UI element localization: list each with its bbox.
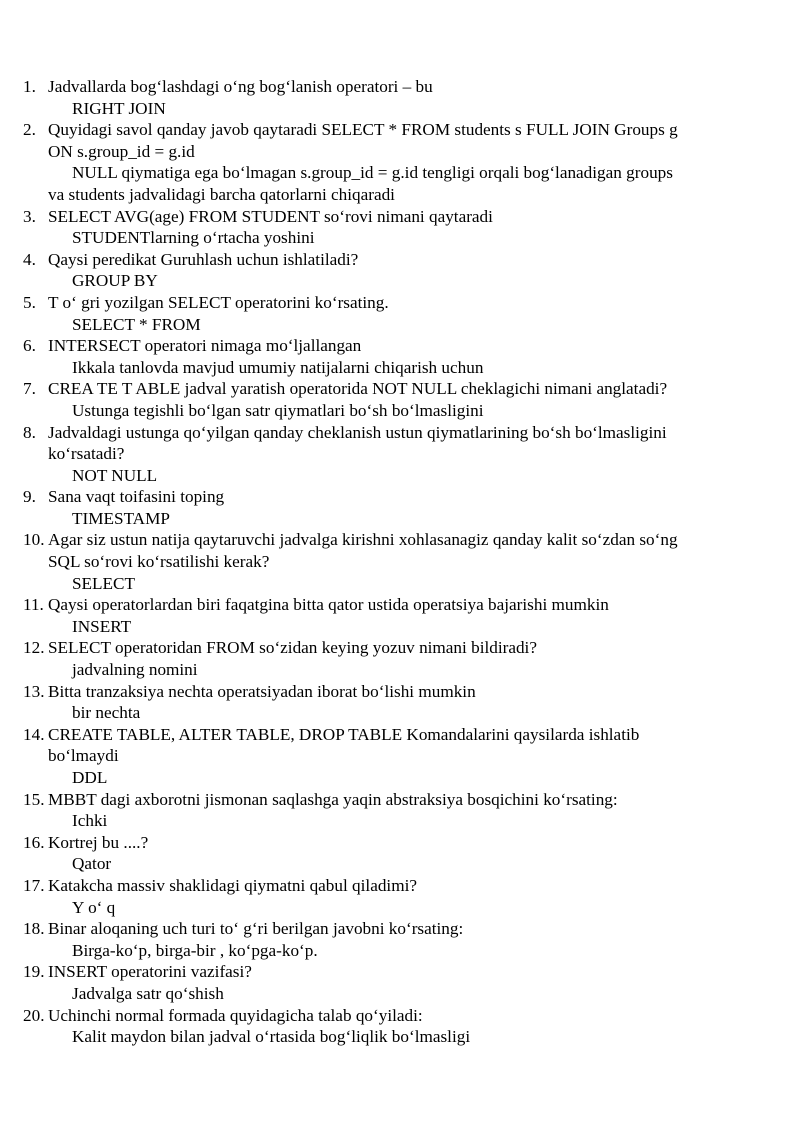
question-item [0,875,800,918]
question-number: 2. [23,120,36,140]
question-number: 11. [23,595,44,615]
question-text [0,378,800,400]
question-item [0,789,800,832]
question-item [0,724,800,789]
answer-text: Y o‘ q [72,897,116,917]
question-item [0,249,800,292]
question-text [0,486,800,508]
question-line: Bitta tranzaksiya nechta operatsiyadan iborat bo‘lishi mumkin [48,681,476,701]
question-line: bo‘lmaydi [48,746,119,766]
question-line: T o‘ gri yozilgan SELECT operatorini ko‘rsating. [48,292,389,312]
question-item [0,119,800,205]
question-text [0,961,800,983]
answer-text: Ikkala tanlovda mavjud umumiy natijalarni chiqarish uchun [72,357,484,377]
question-item [0,529,800,594]
question-text [0,335,800,357]
question-number: 4. [23,249,36,269]
question-line: ko‘rsatadi? [48,444,125,464]
question-number: 14. [23,724,45,744]
question-item [0,378,800,421]
question-number: 3. [23,206,36,226]
answer-text: Kalit maydon bilan jadval o‘rtasida bog‘liqlik bo‘lmasligi [72,1027,471,1047]
document-body [0,76,800,1048]
answer-text: SELECT [72,573,136,593]
question-text [0,875,800,897]
question-text [0,637,800,659]
question-text [0,529,800,572]
question-text [0,292,800,314]
answer-text: DDL [72,768,108,787]
answer-text: Birga-ko‘p, birga-bir , ko‘pga-ko‘p. [72,940,318,960]
question-text [0,681,800,703]
answer-continuation: va students jadvalidagi barcha qatorlarni chiqaradi [48,184,395,204]
answer-text: INSERT [72,616,132,636]
question-number: 13. [23,681,45,701]
answer-text: TIMESTAMP [72,508,170,528]
question-line: MBBT dagi axborotni jismonan saqlashga yaqin abstraksiya bosqichini ko‘rsating: [48,789,618,809]
question-text [0,918,800,940]
question-line: Agar siz ustun natija qaytaruvchi jadvalga kirishni xohlasanagiz qanday kalit so‘zdan so‘ng [48,530,678,550]
question-line: Jadvallarda bog‘lashdagi o‘ng bog‘lanish operatori – bu [48,77,433,96]
question-line: SELECT operatoridan FROM so‘zidan keying yozuv nimani bildiradi? [48,638,537,658]
question-line: ON s.group_id = g.id [48,141,195,161]
question-item [0,422,800,487]
question-line: Binar aloqaning uch turi to‘ g‘ri berilgan javobni ko‘rsating: [48,919,464,939]
question-number: 17. [23,875,45,895]
question-line: CREATE TABLE, ALTER TABLE, DROP TABLE Komandalarini qaysilarda ishlatib [48,724,640,744]
question-line: Qaysi operatorlardan biri faqatgina bitta qator ustida operatsiya bajarishi mumkin [48,595,609,615]
question-text [0,422,800,465]
question-number: 20. [23,1005,45,1025]
question-line: Qaysi peredikat Guruhlash uchun ishlatiladi? [48,249,359,269]
question-text [0,1005,800,1027]
question-line: INTERSECT operatori nimaga mo‘ljallangan [48,336,362,356]
answer-text: STUDENTlarning o‘rtacha yoshini [72,228,315,248]
question-item [0,594,800,637]
question-item [0,681,800,724]
question-number: 6. [23,336,36,356]
question-number: 18. [23,919,45,939]
question-item [0,832,800,875]
question-line: Sana vaqt toifasini toping [48,487,225,507]
question-text [0,206,800,228]
question-number: 8. [23,422,36,442]
question-text [0,249,800,271]
answer-text: Jadvalga satr qo‘shish [72,983,224,1003]
question-line: Uchinchi normal formada quyidagicha talab qo‘yiladi: [48,1005,423,1025]
question-text [0,832,800,854]
question-line: INSERT operatorini vazifasi? [48,962,252,982]
question-item [0,961,800,1004]
question-number: 7. [23,379,36,399]
question-line: Jadvaldagi ustunga qo‘yilgan qanday cheklanish ustun qiymatlarining bo‘sh bo‘lmasligini [48,422,667,442]
question-line: Quyidagi savol qanday javob qaytaradi SELECT * FROM students s FULL JOIN Groups g [48,120,678,140]
question-number: 12. [23,638,45,658]
question-item [0,206,800,249]
answer-text: GROUP BY [72,271,158,291]
question-text [0,724,800,767]
answer-text: RIGHT JOIN [72,98,166,118]
answer-text: Ustunga tegishli bo‘lgan satr qiymatlari bo‘sh bo‘lmasligini [72,400,484,420]
question-text [0,76,800,98]
question-item [0,335,800,378]
answer-text: Qator [72,854,112,874]
answer-text: jadvalning nomini [72,660,198,680]
answer-text: Ichki [72,811,108,831]
question-item [0,637,800,680]
question-line: SELECT AVG(age) FROM STUDENT so‘rovi nimani qaytaradi [48,206,493,226]
question-text [0,119,800,162]
question-item [0,76,800,119]
question-line: SQL so‘rovi ko‘rsatilishi kerak? [48,552,270,572]
question-line: Kortrej bu ....? [48,832,149,852]
question-number: 9. [23,487,36,507]
question-number: 15. [23,789,45,809]
question-text [0,594,800,616]
answer-text: SELECT * FROM [72,314,201,334]
question-item [0,292,800,335]
question-line: CREA TE T ABLE jadval yaratish operatorida NOT NULL cheklagichi nimani anglatadi? [48,379,668,399]
question-number: 5. [23,292,36,312]
answer-text: bir nechta [72,703,141,723]
question-text [0,789,800,811]
question-item [0,918,800,961]
question-item [0,486,800,529]
answer-text: NOT NULL [72,465,158,485]
question-line: Katakcha massiv shaklidagi qiymatni qabul qiladimi? [48,875,417,895]
question-number: 16. [23,832,45,852]
question-number: 1. [23,77,36,96]
question-number: 19. [23,962,45,982]
question-number: 10. [23,530,45,550]
question-item [0,1005,800,1048]
answer-text: NULL qiymatiga ega bo‘lmagan s.group_id = g.id tengligi orqali bog‘lanadigan groups [72,163,673,183]
